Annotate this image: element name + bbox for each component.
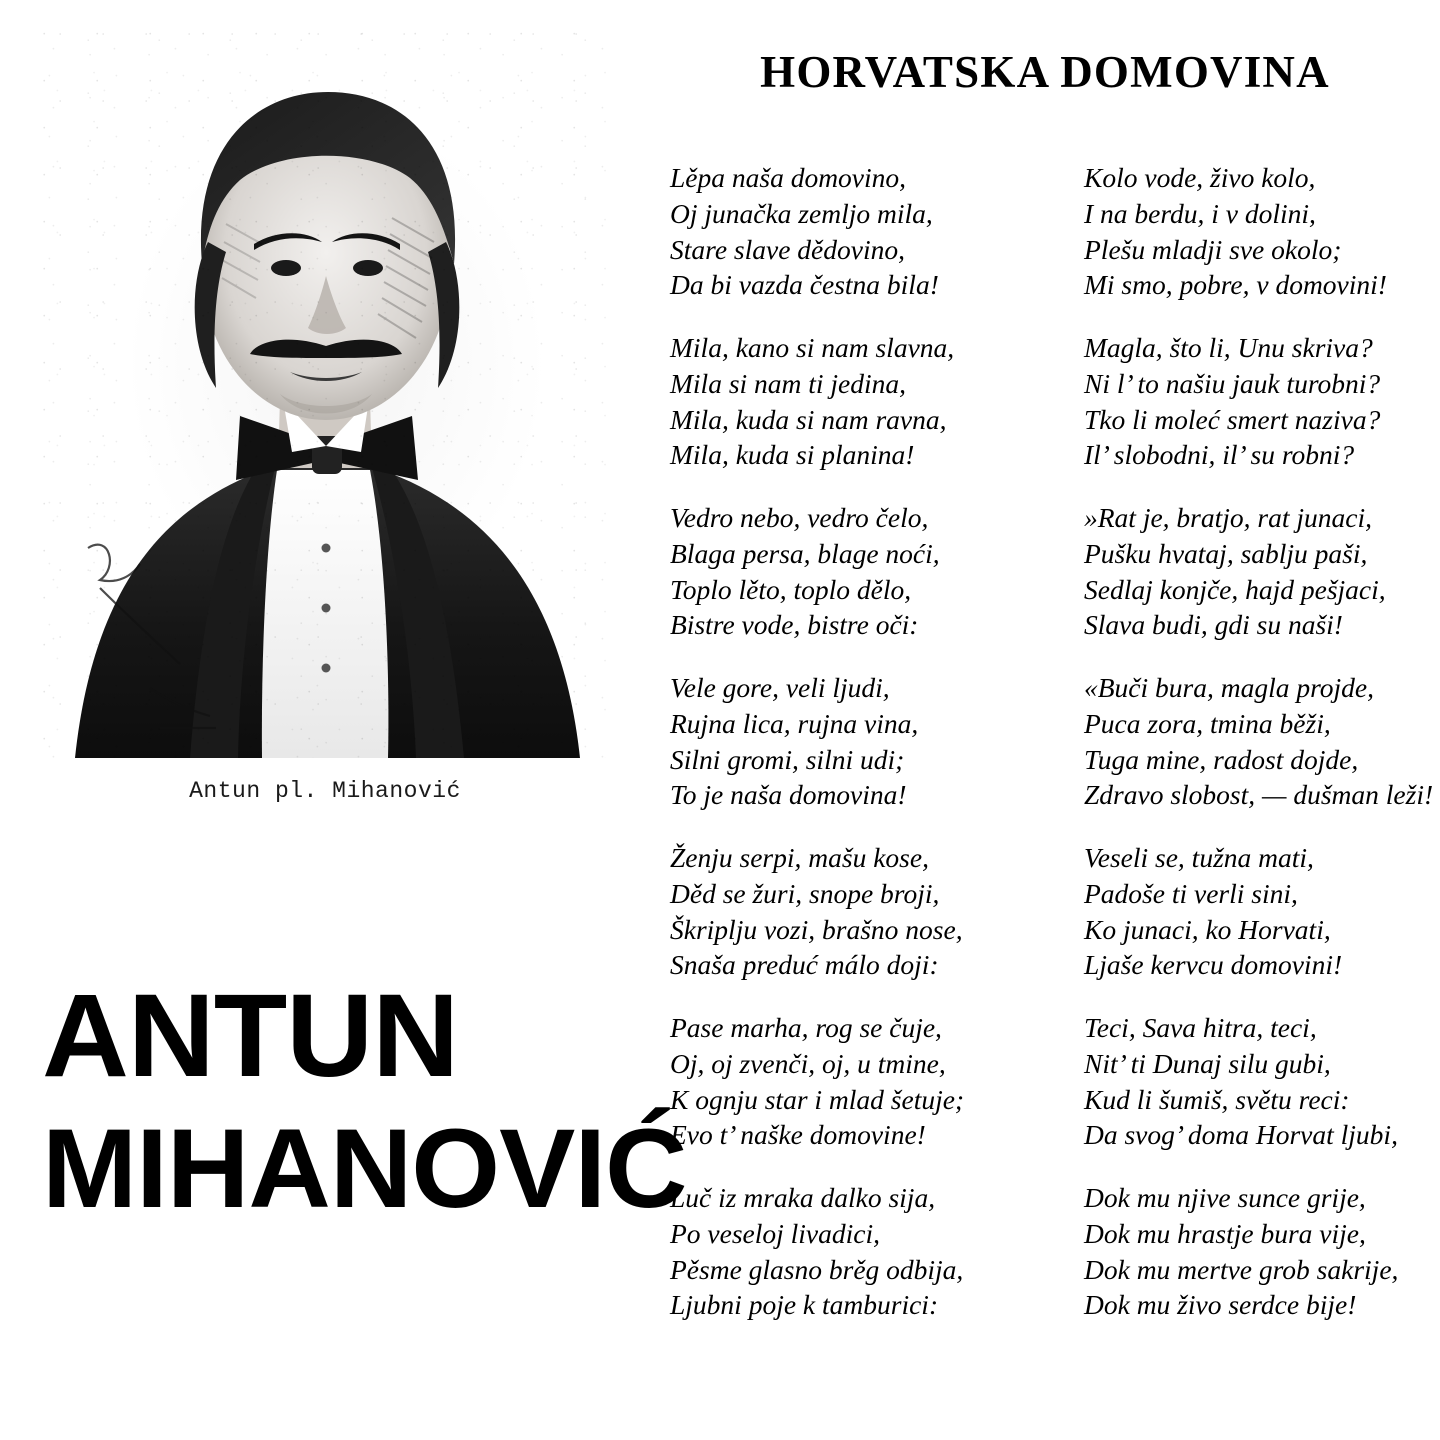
verse-line: Nit’ ti Dunaj silu gubi, (1084, 1047, 1331, 1079)
verse-line: Toplo lěto, toplo dělo, (670, 573, 912, 605)
verse-line: Luč iz mraka dalko sija, (670, 1182, 936, 1213)
verse-line: Mi smo, pobre, v domovini! (1084, 269, 1387, 301)
verse-line: Blaga persa, blage noći, (670, 537, 940, 569)
verse-line: Evo t’ naške domovine! (670, 1119, 926, 1151)
stanza (670, 500, 1026, 643)
verse-line: Kud li šumiš, světu reci: (1084, 1083, 1350, 1115)
verse-line: I na berdu, i v dolini, (1084, 197, 1316, 229)
poem-column-right (1084, 160, 1440, 1350)
stanza (1084, 330, 1440, 473)
verse-line: Snaša preduć málo doji: (670, 949, 939, 981)
page-title: HORVATSKA DOMOVINA (760, 47, 1330, 97)
verse-line: Rujna lica, rujna vina, (670, 707, 919, 739)
stanza (1084, 160, 1440, 303)
verse-line: Dok mu hrastje bura vije, (1084, 1217, 1366, 1249)
verse-line: Da bi vazda čestna bila! (670, 269, 939, 301)
verse-line: Stare slave dědovino, (670, 233, 905, 265)
author-name-line-2: MIHANOVIĆ (42, 1106, 687, 1232)
verse-line: Mila, kuda si nam ravna, (670, 403, 947, 435)
verse-line: Zdravo slobost, — dušman leži! (1084, 779, 1434, 811)
stanza (670, 1180, 1026, 1323)
scan-noise-overlay (40, 28, 610, 758)
verse-line: «Buči bura, magla projde, (1084, 672, 1374, 703)
verse-line: Magla, što li, Unu skriva? (1084, 332, 1373, 363)
verse-line: K ognju star i mlad šetuje; (670, 1083, 965, 1115)
stanza (1084, 840, 1440, 983)
verse-line: Ni l’ to našiu jauk turobni? (1084, 367, 1381, 399)
stanza (670, 1010, 1026, 1153)
verse-line: Lěpa naša domovino, (670, 162, 907, 193)
verse-line: Il’ slobodni, il’ su robni? (1084, 439, 1355, 471)
verse-line: To je naša domovina! (670, 779, 907, 811)
verse-line: Ženju serpi, mašu kose, (670, 842, 929, 873)
verse-line: Plešu mladji sve okolo; (1084, 233, 1342, 265)
verse-line: Pase marha, rog se čuje, (670, 1012, 942, 1043)
verse-line: Da svog’ doma Horvat ljubi, (1084, 1119, 1398, 1151)
stanza (1084, 500, 1440, 643)
verse-line: Teci, Sava hitra, teci, (1084, 1012, 1317, 1043)
author-name-line-1: ANTUN (42, 970, 459, 1102)
verse-line: Slava budi, gdi su naši! (1084, 609, 1343, 641)
left-column (0, 0, 687, 1440)
verse-line: Děd se žuri, snope broji, (670, 877, 940, 909)
author-name-block (42, 970, 687, 1232)
verse-line: Dok mu njive sunce grije, (1084, 1182, 1366, 1213)
stanza (670, 670, 1026, 813)
verse-line: Puca zora, tmina běži, (1084, 707, 1331, 739)
verse-line: Po veseloj livadici, (670, 1217, 880, 1249)
poem-column-left (670, 160, 1026, 1350)
verse-line: Silni gromi, silni udi; (670, 743, 905, 775)
portrait-caption: Antun pl. Mihanović (189, 778, 461, 804)
verse-line: Dok mu živo serdce bije! (1084, 1289, 1357, 1321)
verse-line: Padoše ti verli sini, (1084, 877, 1298, 909)
verse-line: Sedlaj konjče, hajd pešjaci, (1084, 573, 1386, 605)
verse-line: Ljubni poje k tamburici: (670, 1289, 939, 1321)
verse-line: Kolo vode, živo kolo, (1084, 162, 1316, 193)
verse-line: Tuga mine, radost dojde, (1084, 743, 1359, 775)
right-column (650, 0, 1440, 1440)
stanza (1084, 1180, 1440, 1323)
stanza (1084, 1010, 1440, 1153)
verse-line: Vele gore, veli ljudi, (670, 672, 890, 703)
verse-line: Oj junačka zemljo mila, (670, 197, 933, 229)
verse-line: Vedro nebo, vedro čelo, (670, 502, 929, 533)
verse-line: Pěsme glasno brěg odbija, (670, 1253, 964, 1285)
stanza (670, 160, 1026, 303)
poem-body (670, 160, 1440, 1350)
verse-line: Ko junaci, ko Horvati, (1084, 913, 1331, 945)
verse-line: Tko li moleć smert naziva? (1084, 403, 1381, 435)
verse-line: Mila, kuda si planina! (670, 439, 915, 471)
stanza (670, 330, 1026, 473)
verse-line: Ljaše kervcu domovini! (1084, 949, 1343, 981)
verse-line: Mila si nam ti jedina, (670, 367, 907, 399)
portrait-frame (40, 28, 610, 758)
verse-line: Bistre vode, bistre oči: (670, 609, 919, 641)
stanza (670, 840, 1026, 983)
verse-line: Veseli se, tužna mati, (1084, 842, 1314, 873)
verse-line: Škriplju vozi, brašno nose, (670, 913, 963, 945)
verse-line: Oj, oj zvenči, oj, u tmine, (670, 1047, 946, 1079)
verse-line: »Rat je, bratjo, rat junaci, (1084, 502, 1372, 533)
portrait-figure (40, 28, 610, 758)
verse-line: Mila, kano si nam slavna, (670, 332, 955, 363)
verse-line: Pušku hvataj, sablju paši, (1084, 537, 1368, 569)
verse-line: Dok mu mertve grob sakrije, (1084, 1253, 1399, 1285)
stanza (1084, 670, 1440, 813)
